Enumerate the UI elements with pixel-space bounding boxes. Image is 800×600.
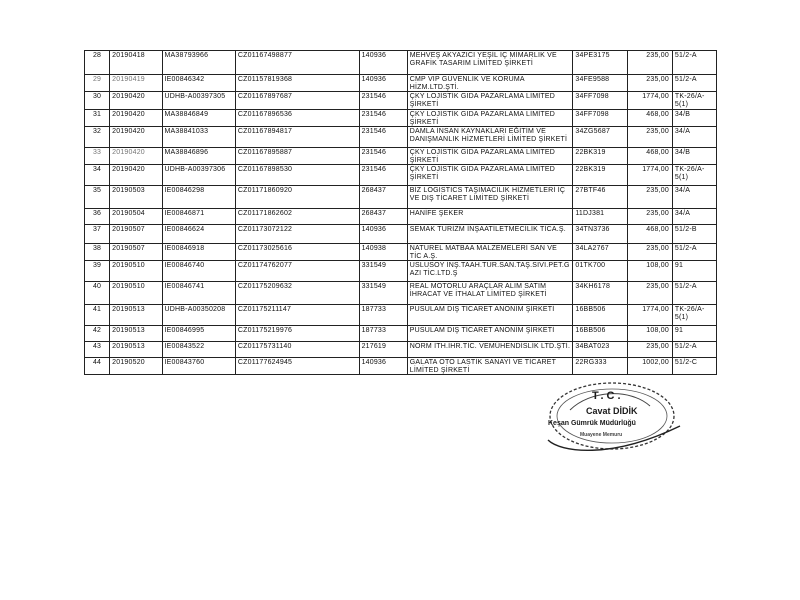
code-cell: 140938	[359, 244, 407, 261]
article-cell: 34/A	[672, 209, 716, 225]
table-body	[85, 51, 717, 375]
company-cell: DAMLA İNSAN KAYNAKLARI EĞİTİM VE DANIŞMANLIK HİZMETLERİ LİMİTED ŞİRKETİ	[407, 127, 573, 148]
stamp-signatory-name: Cavat DİDİK	[586, 406, 638, 416]
amount-cell: 235,00	[627, 209, 672, 225]
date-cell: 20190420	[110, 127, 162, 148]
row-number-cell: 38	[85, 244, 110, 261]
company-cell: ÇKY LOJİSTİK GIDA PAZARLAMA LİMİTED ŞİRKETİ	[407, 148, 573, 165]
code-cell: 231546	[359, 110, 407, 127]
stamp-tc-text: T.C.	[592, 390, 624, 402]
date-cell: 20190507	[110, 225, 162, 244]
company-cell: PUSULAM DIŞ TİCARET ANONİM ŞİRKETİ	[407, 326, 573, 342]
date-cell: 20190504	[110, 209, 162, 225]
code-cell: 140936	[359, 75, 407, 92]
table-row	[85, 186, 717, 209]
reference-cell: MA38841033	[162, 127, 235, 148]
amount-cell: 468,00	[627, 225, 672, 244]
plate-cell: 22BK319	[573, 165, 628, 186]
plate-cell: 34LA2767	[573, 244, 628, 261]
company-cell: NORM İTH.İHR.TİC. VEMÜHENDİSLİK LTD.ŞTİ.	[407, 342, 573, 358]
row-number-cell: 33	[85, 148, 110, 165]
table-row	[85, 342, 717, 358]
plate-cell: 22RG333	[573, 358, 628, 375]
customs-number-cell: CZ01175209632	[235, 282, 359, 305]
row-number-cell: 42	[85, 326, 110, 342]
table-row	[85, 225, 717, 244]
customs-number-cell: CZ01171860920	[235, 186, 359, 209]
reference-cell: MA38846849	[162, 110, 235, 127]
table-row	[85, 127, 717, 148]
row-number-cell: 39	[85, 261, 110, 282]
reference-cell: IE00846624	[162, 225, 235, 244]
amount-cell: 1774,00	[627, 92, 672, 110]
plate-cell: 22BK319	[573, 148, 628, 165]
reference-cell: IE00846740	[162, 261, 235, 282]
company-cell: BİZ LOGISTICS TAŞIMACILIK HİZMETLERİ İÇ VE DIŞ TİCARET LİMİTED ŞİRKETİ	[407, 186, 573, 209]
date-cell: 20190513	[110, 305, 162, 326]
table-row	[85, 75, 717, 92]
reference-cell: IE00846342	[162, 75, 235, 92]
code-cell: 231546	[359, 127, 407, 148]
date-cell: 20190420	[110, 92, 162, 110]
reference-cell: MA38846896	[162, 148, 235, 165]
amount-cell: 1774,00	[627, 165, 672, 186]
company-cell: HANİFE ŞEKER	[407, 209, 573, 225]
reference-cell: IE00846871	[162, 209, 235, 225]
row-number-cell: 34	[85, 165, 110, 186]
company-cell: ÇKY LOJİSTİK GIDA PAZARLAMA LİMİTED ŞİRKETİ	[407, 92, 573, 110]
reference-cell: IE00846741	[162, 282, 235, 305]
customs-number-cell: CZ01173072122	[235, 225, 359, 244]
reference-cell: UDHB-A00397305	[162, 92, 235, 110]
article-cell: 91	[672, 261, 716, 282]
date-cell: 20190513	[110, 342, 162, 358]
article-cell: 51/2-A	[672, 244, 716, 261]
code-cell: 140936	[359, 51, 407, 75]
code-cell: 331549	[359, 261, 407, 282]
date-cell: 20190420	[110, 148, 162, 165]
table-row	[85, 92, 717, 110]
plate-cell: 34ZG5687	[573, 127, 628, 148]
date-cell: 20190503	[110, 186, 162, 209]
table-row	[85, 110, 717, 127]
customs-number-cell: CZ01175731140	[235, 342, 359, 358]
row-number-cell: 31	[85, 110, 110, 127]
code-cell: 140936	[359, 358, 407, 375]
customs-number-cell: CZ01174762077	[235, 261, 359, 282]
code-cell: 217619	[359, 342, 407, 358]
amount-cell: 108,00	[627, 261, 672, 282]
article-cell: 34/B	[672, 148, 716, 165]
row-number-cell: 41	[85, 305, 110, 326]
company-cell: USLUSOY İNŞ.TAAH.TUR.SAN.TAŞ.SIVI.PET.G AZI TİC.LTD.Ş	[407, 261, 573, 282]
row-number-cell: 37	[85, 225, 110, 244]
article-cell: TK-26/A-5(1)	[672, 92, 716, 110]
company-cell: ÇKY LOJİSTİK GIDA PAZARLAMA LİMİTED ŞİRKETİ	[407, 165, 573, 186]
company-cell: CMP VIP GÜVENLİK VE KORUMA HİZM.LTD.ŞTİ.	[407, 75, 573, 92]
article-cell: 51/2-A	[672, 282, 716, 305]
customs-number-cell: CZ01167498877	[235, 51, 359, 75]
row-number-cell: 40	[85, 282, 110, 305]
date-cell: 20190510	[110, 261, 162, 282]
amount-cell: 1002,00	[627, 358, 672, 375]
date-cell: 20190513	[110, 326, 162, 342]
plate-cell: 01TK700	[573, 261, 628, 282]
table-row	[85, 282, 717, 305]
company-cell: NATUREL MATBAA MALZEMELERİ SAN VE TİC A.Ş.	[407, 244, 573, 261]
reference-cell: IE00843760	[162, 358, 235, 375]
company-cell: ÇKY LOJİSTİK GIDA PAZARLAMA LİMİTED ŞİRKETİ	[407, 110, 573, 127]
row-number-cell: 36	[85, 209, 110, 225]
article-cell: 34/A	[672, 186, 716, 209]
article-cell: TK-26/A-5(1)	[672, 305, 716, 326]
amount-cell: 235,00	[627, 282, 672, 305]
amount-cell: 235,00	[627, 244, 672, 261]
reference-cell: IE00846995	[162, 326, 235, 342]
plate-cell: 11DJ381	[573, 209, 628, 225]
plate-cell: 34FF7098	[573, 110, 628, 127]
code-cell: 231546	[359, 148, 407, 165]
customs-number-cell: CZ01167898530	[235, 165, 359, 186]
plate-cell: 16BB506	[573, 326, 628, 342]
reference-cell: IE00846298	[162, 186, 235, 209]
amount-cell: 108,00	[627, 326, 672, 342]
stamp-office-name: Keşan Gümrük Müdürlüğü	[548, 420, 636, 427]
row-number-cell: 44	[85, 358, 110, 375]
customs-number-cell: CZ01167894817	[235, 127, 359, 148]
article-cell: 34/A	[672, 127, 716, 148]
company-cell: MEHVEŞ AKYAZICI YEŞİL İÇ MİMARLIK VE GRAFİK TASARIM LİMİTED ŞİRKETİ	[407, 51, 573, 75]
amount-cell: 235,00	[627, 342, 672, 358]
article-cell: 51/2-B	[672, 225, 716, 244]
amount-cell: 235,00	[627, 186, 672, 209]
row-number-cell: 35	[85, 186, 110, 209]
amount-cell: 235,00	[627, 75, 672, 92]
customs-number-cell: CZ01157819368	[235, 75, 359, 92]
article-cell: 51/2-A	[672, 75, 716, 92]
reference-cell: UDHB-A00397306	[162, 165, 235, 186]
code-cell: 268437	[359, 209, 407, 225]
customs-number-cell: CZ01175219976	[235, 326, 359, 342]
plate-cell: 34PE3175	[573, 51, 628, 75]
reference-cell: IE00846918	[162, 244, 235, 261]
row-number-cell: 30	[85, 92, 110, 110]
customs-number-cell: CZ01175211147	[235, 305, 359, 326]
date-cell: 20190510	[110, 282, 162, 305]
row-number-cell: 43	[85, 342, 110, 358]
article-cell: 51/2-A	[672, 342, 716, 358]
article-cell: 51/2-A	[672, 51, 716, 75]
customs-number-cell: CZ01171862602	[235, 209, 359, 225]
stamp-title: Muayene Memuru	[580, 432, 623, 438]
amount-cell: 468,00	[627, 148, 672, 165]
plate-cell: 34BAT023	[573, 342, 628, 358]
row-number-cell: 32	[85, 127, 110, 148]
article-cell: 91	[672, 326, 716, 342]
customs-number-cell: CZ01177624945	[235, 358, 359, 375]
company-cell: REAL MOTORLU ARAÇLAR ALIM SATIM İHRACAT VE İTHALAT LİMİTED ŞİRKETİ	[407, 282, 573, 305]
amount-cell: 1774,00	[627, 305, 672, 326]
date-cell: 20190418	[110, 51, 162, 75]
code-cell: 187733	[359, 326, 407, 342]
plate-cell: 34FF7098	[573, 92, 628, 110]
reference-cell: IE00843522	[162, 342, 235, 358]
penalty-records-table	[84, 50, 717, 375]
table-row	[85, 305, 717, 326]
amount-cell: 235,00	[627, 127, 672, 148]
company-cell: GALATA OTO LASTİK SANAYİ VE TİCARET LİMİTED ŞİRKETİ	[407, 358, 573, 375]
code-cell: 231546	[359, 165, 407, 186]
code-cell: 140936	[359, 225, 407, 244]
table-row	[85, 261, 717, 282]
row-number-cell: 28	[85, 51, 110, 75]
plate-cell: 34KH6178	[573, 282, 628, 305]
date-cell: 20190520	[110, 358, 162, 375]
code-cell: 187733	[359, 305, 407, 326]
date-cell: 20190420	[110, 165, 162, 186]
plate-cell: 34FE9588	[573, 75, 628, 92]
table-row	[85, 244, 717, 261]
code-cell: 231546	[359, 92, 407, 110]
code-cell: 331549	[359, 282, 407, 305]
plate-cell: 34TN3736	[573, 225, 628, 244]
reference-cell: UDHB-A00350208	[162, 305, 235, 326]
date-cell: 20190420	[110, 110, 162, 127]
official-stamp	[540, 380, 682, 458]
date-cell: 20190507	[110, 244, 162, 261]
table-row	[85, 51, 717, 75]
customs-number-cell: CZ01173025616	[235, 244, 359, 261]
table-row	[85, 326, 717, 342]
table-row	[85, 148, 717, 165]
customs-number-cell: CZ01167896536	[235, 110, 359, 127]
date-cell: 20190419	[110, 75, 162, 92]
customs-number-cell: CZ01167897687	[235, 92, 359, 110]
customs-number-cell: CZ01167895887	[235, 148, 359, 165]
company-cell: PUSULAM DIŞ TİCARET ANONİM ŞİRKETİ	[407, 305, 573, 326]
plate-cell: 16BB506	[573, 305, 628, 326]
table-row	[85, 165, 717, 186]
row-number-cell: 29	[85, 75, 110, 92]
code-cell: 268437	[359, 186, 407, 209]
company-cell: SEMAK TURİZM İNŞAATİLETMECİLİK TİCA.Ş.	[407, 225, 573, 244]
plate-cell: 27BTF46	[573, 186, 628, 209]
article-cell: TK-26/A-5(1)	[672, 165, 716, 186]
amount-cell: 468,00	[627, 110, 672, 127]
amount-cell: 235,00	[627, 51, 672, 75]
table-row	[85, 358, 717, 375]
table-row	[85, 209, 717, 225]
article-cell: 51/2-C	[672, 358, 716, 375]
article-cell: 34/B	[672, 110, 716, 127]
reference-cell: MA38793966	[162, 51, 235, 75]
